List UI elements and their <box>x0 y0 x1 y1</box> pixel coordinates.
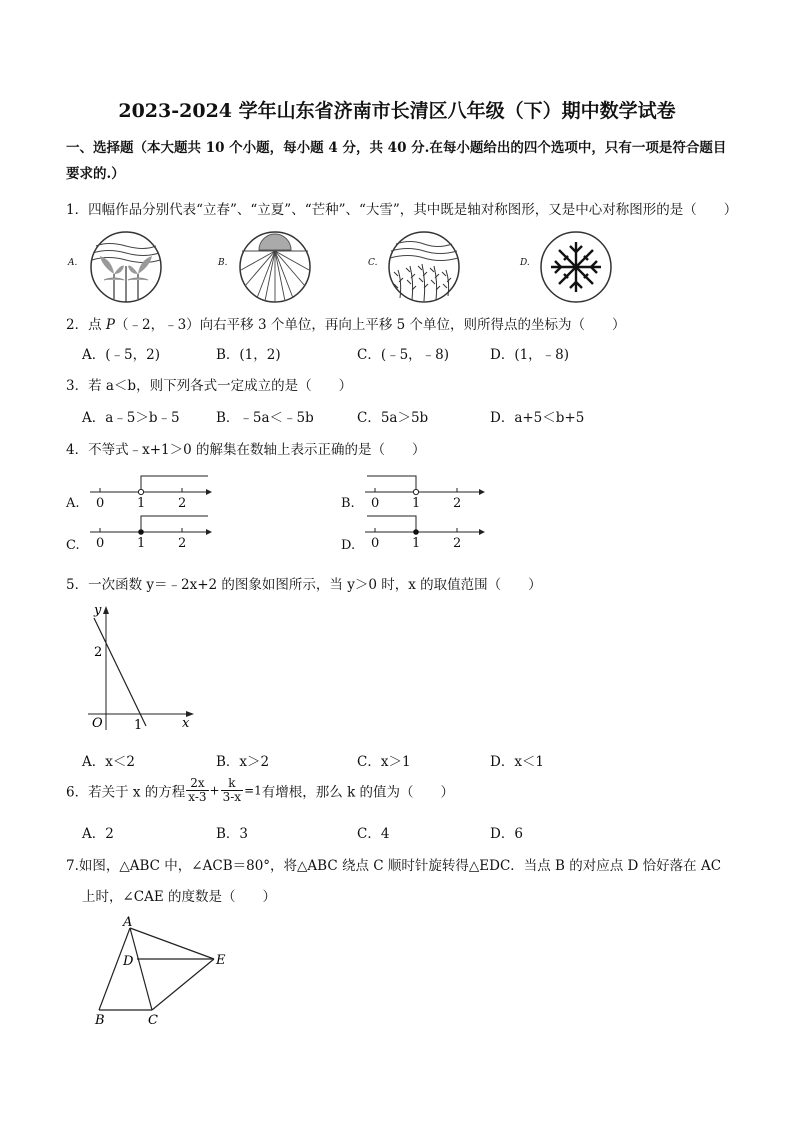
q4-a-tick-1: 1 <box>137 496 146 511</box>
q4-c-tick-0: 0 <box>96 536 105 551</box>
q5-origin-label: O <box>92 716 103 731</box>
q4-a-tick-0: 0 <box>96 496 105 511</box>
q1-sprout-image <box>88 230 164 304</box>
q5-y-label: y <box>94 603 102 618</box>
q3-stem: 3．若 a＜b，则下列各式一定成立的是（ ） <box>66 378 353 394</box>
q1-label-d: D. <box>520 258 530 268</box>
q1-sun-image <box>237 230 313 304</box>
q6-stem-prefix: 6．若关于 x 的方程 <box>66 784 186 801</box>
q4-c-tick-1: 1 <box>137 536 146 551</box>
q4-d-tick-1: 1 <box>412 536 421 551</box>
q6-stem: 6．若关于 x 的方程 $\frac{2x}{x-3}$ + $\frac{k}{3-x}$ =1有增根，那么 k 的值为（ ） <box>66 776 455 804</box>
q2-option-c: C．(﹣5，﹣8) <box>357 347 450 363</box>
q4-number-line-c <box>86 510 216 544</box>
q4-b-tick-0: 0 <box>371 496 380 511</box>
q1-label-a: A. <box>68 258 78 268</box>
q4-a-tick-2: 2 <box>178 496 187 511</box>
q7-figure <box>88 912 238 1032</box>
q5-x-tick: 1 <box>134 718 143 733</box>
q1-snowflake-image <box>538 230 614 304</box>
q7-line-2: 上时，∠CAE 的度数是（ ） <box>82 889 277 905</box>
q4-label-d: D. <box>341 538 356 553</box>
q4-label-b: B. <box>341 496 355 511</box>
q7-point-c: C <box>148 1013 158 1028</box>
q7-point-b: B <box>95 1013 105 1028</box>
q5-option-d: D．x＜1 <box>490 754 545 770</box>
q6-option-c: C．4 <box>357 826 390 842</box>
q1-grain-image <box>386 230 462 304</box>
q4-b-tick-1: 1 <box>412 496 421 511</box>
q2-var-p: P <box>105 317 115 333</box>
section-heading: 一、选择题（本大题共 10 个小题，每小题 4 分，共 40 分.在每小题给出的四个选项中，只有一项是符合题目要求的.） <box>66 140 727 182</box>
q5-option-a: A．x＜2 <box>82 754 135 770</box>
q6-fraction-1: $\frac{2x}{x-3}$ <box>188 776 207 804</box>
q2-option-a: A．(﹣5，2) <box>82 347 160 363</box>
q5-y-tick: 2 <box>94 645 103 660</box>
q7-point-e: E <box>216 953 226 968</box>
q1-label-b: B. <box>218 258 228 268</box>
q4-stem: 4．不等式﹣x+1＞0 的解集在数轴上表示正确的是（ ） <box>66 442 426 458</box>
q5-graph <box>84 600 204 735</box>
q4-d-tick-2: 2 <box>453 536 462 551</box>
q7-line-1: 7.如图，△ABC 中，∠ACB＝80°，将△ABC 绕点 C 顺时针旋转得△EDC．当点 B 的对应点 D 恰好落在 AC <box>66 858 722 874</box>
q6-option-b: B．3 <box>216 826 249 842</box>
q6-option-d: D．6 <box>490 826 523 842</box>
q4-label-a: A. <box>66 496 80 511</box>
q6-option-a: A．2 <box>82 826 114 842</box>
q3-option-d: D．a+5＜b+5 <box>490 410 585 426</box>
q7-point-d: D <box>123 954 134 969</box>
q2-stem <box>66 313 626 333</box>
q3-option-b: B．﹣5a＜﹣5b <box>216 410 314 426</box>
q2-option-b: B．(1，2) <box>216 347 281 363</box>
q4-number-line-d <box>361 510 491 544</box>
q4-b-tick-2: 2 <box>453 496 462 511</box>
q6-stem-suffix: 有增根，那么 k 的值为（ ） <box>261 784 455 801</box>
q2-stem-prefix: 2．点 <box>66 317 106 333</box>
q5-option-c: C．x＞1 <box>357 754 411 770</box>
q4-number-line-a <box>86 470 216 512</box>
q2-option-d: D．(1，﹣8) <box>490 347 570 363</box>
q4-label-c: C. <box>66 538 80 553</box>
q5-x-label: x <box>182 716 190 731</box>
q4-number-line-b <box>361 470 491 512</box>
page-title: 2023-2024 学年山东省济南市长清区八年级（下）期中数学试卷 <box>118 100 676 122</box>
q4-d-tick-0: 0 <box>371 536 380 551</box>
q3-option-a: A．a﹣5＞b﹣5 <box>82 410 180 426</box>
q3-option-c: C．5a＞5b <box>357 410 429 426</box>
q6-fraction-2: $\frac{k}{3-x}$ <box>222 776 242 804</box>
q4-c-tick-2: 2 <box>178 536 187 551</box>
q5-option-b: B．x＞2 <box>216 754 270 770</box>
q1-stem: 1．四幅作品分别代表“立春”、“立夏”、“芒种”、“大雪”，其中既是轴对称图形，又是中心对称图形的是（ ） <box>66 202 738 218</box>
q7-point-a: A <box>123 915 133 930</box>
q2-stem-suffix: （﹣2，﹣3）向右平移 3 个单位，再向上平移 5 个单位，则所得点的坐标为（ ） <box>114 317 626 333</box>
q5-stem: 5．一次函数 y＝﹣2x+2 的图象如图所示，当 y＞0 时，x 的取值范围（ ） <box>66 577 542 593</box>
q1-label-c: C. <box>368 258 378 268</box>
